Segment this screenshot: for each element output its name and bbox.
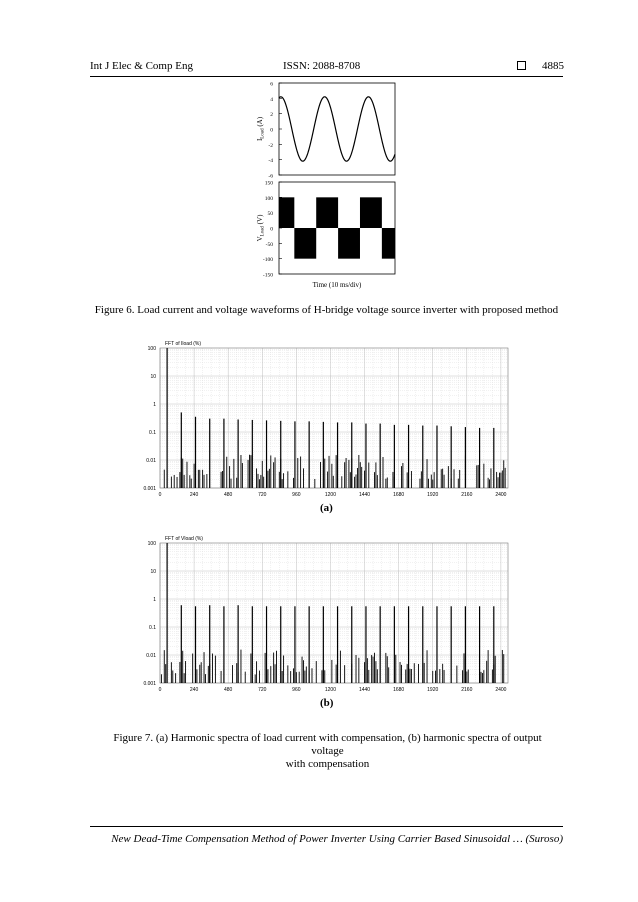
ylabel-unit: (V) [256, 214, 264, 227]
spectrum-chart-b [0, 525, 638, 735]
y-tick-label: 0.01 [146, 458, 156, 464]
x-tick-label: 960 [292, 492, 301, 498]
y-tick-label: 2 [270, 112, 273, 119]
voltage-negative-block [338, 228, 360, 259]
voltage-negative-block [294, 228, 316, 259]
y-tick-label: 150 [264, 180, 273, 187]
figure6-waveforms [0, 0, 638, 300]
y-tick-label: -6 [268, 173, 273, 180]
x-tick-label: 0 [158, 492, 162, 498]
y-tick-label: -100 [262, 257, 273, 264]
current-waveform [279, 97, 395, 161]
x-tick-label: 2400 [495, 492, 507, 498]
y-tick-label: 50 [267, 211, 273, 218]
chart-title: FFT of Vload (%) [165, 536, 203, 542]
y-tick-label: 1 [153, 597, 156, 603]
y-tick-label: -4 [268, 158, 273, 165]
x-tick-label: 1920 [427, 492, 439, 498]
chart-title: FFT of Iload (%) [165, 341, 202, 347]
issn: ISSN: 2088-8708 [283, 60, 361, 72]
plot-frame [160, 348, 508, 488]
y-tick-label: -150 [262, 272, 273, 279]
load-current-plot [256, 82, 395, 180]
voltage-axis-label [256, 214, 266, 241]
x-tick-label: 720 [258, 687, 267, 693]
x-tick-label: 2160 [461, 687, 473, 693]
voltage-positive-block [360, 197, 382, 228]
panel-b-label: (b) [320, 697, 334, 709]
ylabel-sub: Load [260, 226, 266, 237]
x-tick-label: 480 [224, 492, 233, 498]
voltage-positive-block [279, 197, 294, 228]
x-tick-label: 480 [224, 687, 233, 693]
voltage-positive-block [316, 197, 338, 228]
x-tick-label: 1200 [324, 687, 337, 693]
y-tick-label: -50 [265, 241, 273, 248]
x-tick-label: 240 [189, 687, 199, 693]
page-number: 4885 [542, 60, 564, 72]
ylabel-main: I [256, 138, 264, 142]
x-tick-label: 1680 [393, 492, 405, 498]
y-tick-label: 0.1 [149, 430, 156, 436]
ylabel-main: V [256, 236, 264, 242]
x-tick-label: 1920 [427, 687, 439, 693]
x-tick-label: 0 [158, 687, 162, 693]
x-tick-label: 1680 [393, 687, 405, 693]
figure7-caption [100, 732, 555, 771]
figure7-caption-line1: Figure 7. (a) Harmonic spectra of load current with compensation, (b) harmonic spectra of output voltage [113, 732, 542, 757]
y-tick-label: 1 [153, 402, 156, 408]
y-tick-label: 6 [270, 81, 273, 88]
y-tick-label: 4 [270, 96, 273, 103]
x-tick-label: 2160 [461, 492, 473, 498]
y-tick-label: 0 [270, 127, 273, 134]
y-tick-label: 0.01 [146, 653, 156, 659]
y-tick-label: 10 [150, 374, 156, 380]
x-tick-label: 1200 [324, 492, 337, 498]
panel-a-label: (a) [320, 502, 333, 514]
y-tick-label: -2 [268, 142, 273, 149]
x-tick-label: 720 [258, 492, 267, 498]
y-tick-label: 0.001 [143, 681, 156, 687]
y-tick-label: 0 [270, 226, 273, 233]
x-tick-label: 240 [189, 492, 199, 498]
spectrum-chart-a [0, 330, 638, 540]
ylabel-unit: (A) [256, 116, 264, 129]
y-tick-label: 10 [150, 569, 156, 575]
x-tick-label: 2400 [495, 687, 507, 693]
ylabel-sub: Load [260, 128, 266, 139]
figure6-caption: Figure 6. Load current and voltage waveforms of H-bridge voltage source inverter with proposed method [94, 304, 559, 316]
y-tick-label: 100 [264, 195, 273, 202]
load-voltage-plot [256, 181, 395, 279]
y-tick-label: 100 [147, 346, 156, 352]
current-axis-label [256, 116, 266, 141]
time-axis-label: Time (10 ms/div) [312, 281, 362, 289]
x-tick-label: 1440 [358, 687, 371, 693]
journal-name: Int J Elec & Comp Eng [90, 60, 193, 72]
x-tick-label: 1440 [358, 492, 371, 498]
page-footer: New Dead-Time Compensation Method of Power Inverter Using Carrier Based Sinusoidal … (Suroso) [111, 833, 563, 845]
y-tick-label: 100 [147, 541, 156, 547]
plot-frame [279, 83, 395, 175]
figure7-caption-line2: with compensation [285, 758, 370, 770]
x-tick-label: 960 [292, 687, 301, 693]
voltage-negative-block [382, 228, 395, 259]
y-tick-label: 0.1 [149, 625, 156, 631]
footer-rule [90, 826, 563, 827]
y-tick-label: 0.001 [143, 486, 156, 492]
